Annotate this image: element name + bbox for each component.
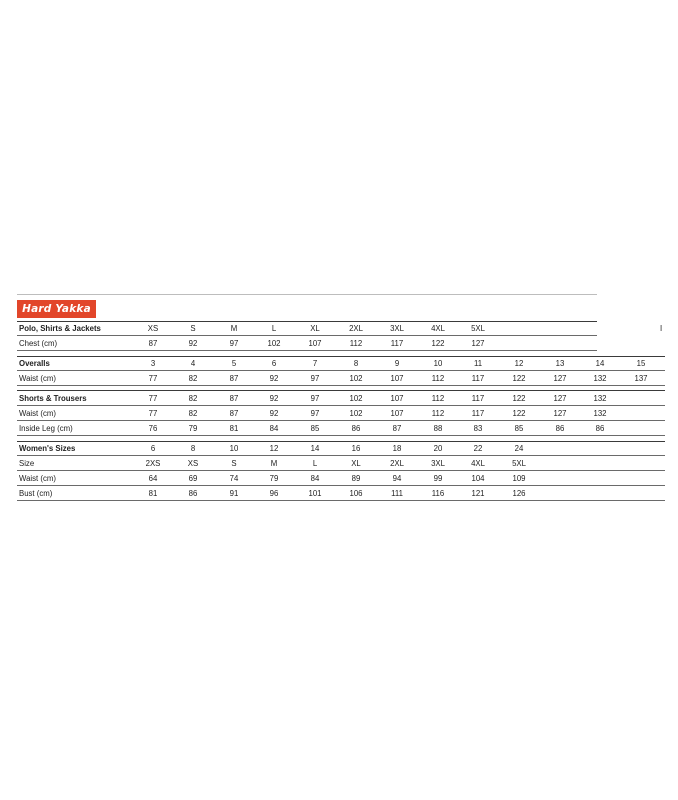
measurement-row xyxy=(17,487,665,501)
measurement-row xyxy=(17,337,665,351)
measurement-cell: 92 xyxy=(188,339,198,348)
measurement-cell: 91 xyxy=(229,489,239,498)
measurement-cell: 127 xyxy=(553,409,567,418)
measurement-cell: 83 xyxy=(473,424,483,433)
measurement-cell: 97 xyxy=(229,339,239,348)
size-header-cell: XL xyxy=(310,324,320,333)
measurement-cell: 81 xyxy=(148,489,158,498)
row-label: Size xyxy=(19,459,35,468)
overalls-header-row xyxy=(17,357,665,371)
size-header-cell: 24 xyxy=(514,444,524,453)
size-header-cell: 15 xyxy=(636,359,646,368)
measurement-row xyxy=(17,407,665,421)
size-header-cell: 18 xyxy=(392,444,402,453)
measurement-cell: 112 xyxy=(431,409,445,418)
measurement-cell: 111 xyxy=(391,489,403,498)
measurement-cell: 79 xyxy=(188,424,198,433)
measurement-cell: 117 xyxy=(471,374,485,383)
measurement-cell: 86 xyxy=(188,489,198,498)
row-label: Bust (cm) xyxy=(19,489,53,498)
logo-text: Hard Yakka xyxy=(22,303,91,315)
size-header-cell: 117 xyxy=(471,394,485,403)
measurement-cell: 81 xyxy=(229,424,239,433)
size-header-cell: 107 xyxy=(390,394,404,403)
measurement-row xyxy=(17,372,665,386)
measurement-cell: 132 xyxy=(593,409,607,418)
measurement-cell: 102 xyxy=(267,339,281,348)
measurement-cell: 122 xyxy=(512,409,526,418)
measurement-cell: 85 xyxy=(514,424,524,433)
size-header-cell: 97 xyxy=(310,394,320,403)
measurement-cell: 86 xyxy=(351,424,361,433)
measurement-row xyxy=(17,422,665,436)
measurement-cell: 127 xyxy=(471,339,485,348)
measurement-cell: L xyxy=(312,459,318,468)
size-header-cell: 4XL xyxy=(431,324,445,333)
size-header-cell: 5XL xyxy=(471,324,485,333)
size-header-cell: 8 xyxy=(190,444,196,453)
measurement-cell: 77 xyxy=(148,409,158,418)
measurement-cell: 127 xyxy=(553,374,567,383)
size-header-cell: 12 xyxy=(514,359,524,368)
measurement-cell: S xyxy=(231,459,237,468)
hard-yakka-logo xyxy=(17,300,96,318)
measurement-cell: 2XL xyxy=(390,459,404,468)
size-header-cell: L xyxy=(271,324,277,333)
measurement-cell: 116 xyxy=(431,489,445,498)
measurement-cell: 3XL xyxy=(431,459,445,468)
size-header-cell: 3XL xyxy=(390,324,404,333)
measurement-cell: 112 xyxy=(431,374,445,383)
measurement-cell: 77 xyxy=(148,374,158,383)
size-header-cell: 102 xyxy=(349,394,363,403)
measurement-cell: 107 xyxy=(308,339,322,348)
measurement-cell: 107 xyxy=(390,374,404,383)
size-header-cell: 6 xyxy=(150,444,156,453)
size-header-cell: 22 xyxy=(473,444,483,453)
measurement-cell: 79 xyxy=(269,474,279,483)
edge-glyph: I xyxy=(660,324,663,333)
measurement-cell: 87 xyxy=(229,374,239,383)
size-header-cell: 3 xyxy=(150,359,156,368)
measurement-cell: 96 xyxy=(269,489,279,498)
size-header-cell: 14 xyxy=(310,444,320,453)
measurement-cell: 92 xyxy=(269,409,279,418)
measurement-cell: 82 xyxy=(188,409,198,418)
measurement-cell: 102 xyxy=(349,374,363,383)
row-label: Inside Leg (cm) xyxy=(19,424,73,433)
table-divider xyxy=(17,390,665,391)
measurement-cell: 84 xyxy=(310,474,320,483)
size-header-cell: 9 xyxy=(394,359,400,368)
measurement-cell: 2XS xyxy=(145,459,161,468)
measurement-cell: 132 xyxy=(593,374,607,383)
measurement-cell: 87 xyxy=(229,409,239,418)
measurement-cell: 87 xyxy=(392,424,402,433)
size-header-cell: 16 xyxy=(351,444,361,453)
size-header-cell: 10 xyxy=(433,359,443,368)
measurement-cell: 107 xyxy=(390,409,404,418)
size-header-cell: 87 xyxy=(229,394,239,403)
size-header-cell: 8 xyxy=(353,359,359,368)
measurement-cell: M xyxy=(270,459,278,468)
size-header-cell: 4 xyxy=(190,359,196,368)
measurement-cell: 109 xyxy=(512,474,526,483)
measurement-cell: 74 xyxy=(229,474,239,483)
size-header-cell: 132 xyxy=(593,394,607,403)
measurement-cell: 97 xyxy=(310,374,320,383)
size-header-cell: M xyxy=(230,324,238,333)
measurement-cell: 112 xyxy=(349,339,363,348)
measurement-cell: 69 xyxy=(188,474,198,483)
size-header-cell: 82 xyxy=(188,394,198,403)
measurement-cell: 5XL xyxy=(512,459,526,468)
size-header-cell: 7 xyxy=(312,359,318,368)
measurement-cell: 121 xyxy=(471,489,485,498)
measurement-cell: 106 xyxy=(349,489,363,498)
measurement-cell: 126 xyxy=(512,489,526,498)
womens-title: Women's Sizes xyxy=(19,444,76,453)
overalls-title: Overalls xyxy=(19,359,50,368)
measurement-cell: 85 xyxy=(310,424,320,433)
measurement-cell: 84 xyxy=(269,424,279,433)
size-header-cell: 12 xyxy=(269,444,279,453)
measurement-cell: 99 xyxy=(433,474,443,483)
measurement-row xyxy=(17,457,665,471)
size-header-cell: S xyxy=(190,324,196,333)
measurement-cell: 137 xyxy=(634,374,648,383)
measurement-cell: 94 xyxy=(392,474,402,483)
row-label: Waist (cm) xyxy=(19,474,56,483)
polo-title: Polo, Shirts & Jackets xyxy=(19,324,101,333)
row-label: Chest (cm) xyxy=(19,339,58,348)
size-header-cell: 2XL xyxy=(349,324,363,333)
size-header-cell: 10 xyxy=(229,444,239,453)
size-header-cell: 20 xyxy=(433,444,443,453)
shorts-header-row xyxy=(17,392,665,406)
measurement-cell: 101 xyxy=(308,489,322,498)
measurement-cell: 102 xyxy=(349,409,363,418)
size-header-cell: 14 xyxy=(595,359,605,368)
measurement-cell: 88 xyxy=(433,424,443,433)
measurement-cell: 117 xyxy=(390,339,404,348)
size-header-cell: 77 xyxy=(148,394,158,403)
shorts-title: Shorts & Trousers xyxy=(19,394,87,403)
size-header-cell: 13 xyxy=(555,359,565,368)
row-label: Waist (cm) xyxy=(19,409,56,418)
measurement-cell: XS xyxy=(187,459,199,468)
measurement-cell: 122 xyxy=(431,339,445,348)
measurement-cell: 122 xyxy=(512,374,526,383)
size-header-cell: 5 xyxy=(231,359,237,368)
top-divider xyxy=(17,294,597,295)
measurement-cell: 104 xyxy=(471,474,485,483)
measurement-cell: 86 xyxy=(595,424,605,433)
size-header-cell: XS xyxy=(147,324,159,333)
row-label: Waist (cm) xyxy=(19,374,56,383)
measurement-cell: 76 xyxy=(148,424,158,433)
measurement-cell: 87 xyxy=(148,339,158,348)
measurement-cell: 4XL xyxy=(471,459,485,468)
measurement-cell: 64 xyxy=(148,474,158,483)
size-header-cell: 6 xyxy=(271,359,277,368)
measurement-cell: 86 xyxy=(555,424,565,433)
measurement-cell: 117 xyxy=(471,409,485,418)
measurement-cell: 92 xyxy=(269,374,279,383)
measurement-row xyxy=(17,472,665,486)
size-header-cell: 127 xyxy=(553,394,567,403)
measurement-cell: 82 xyxy=(188,374,198,383)
polo-header-row xyxy=(17,322,665,336)
measurement-cell: 89 xyxy=(351,474,361,483)
measurement-cell: XL xyxy=(351,459,361,468)
size-header-cell: 11 xyxy=(473,359,483,368)
size-header-cell: 122 xyxy=(512,394,526,403)
measurement-cell: 97 xyxy=(310,409,320,418)
size-header-cell: 92 xyxy=(269,394,279,403)
womens-header-row xyxy=(17,442,665,456)
size-header-cell: 112 xyxy=(431,394,445,403)
